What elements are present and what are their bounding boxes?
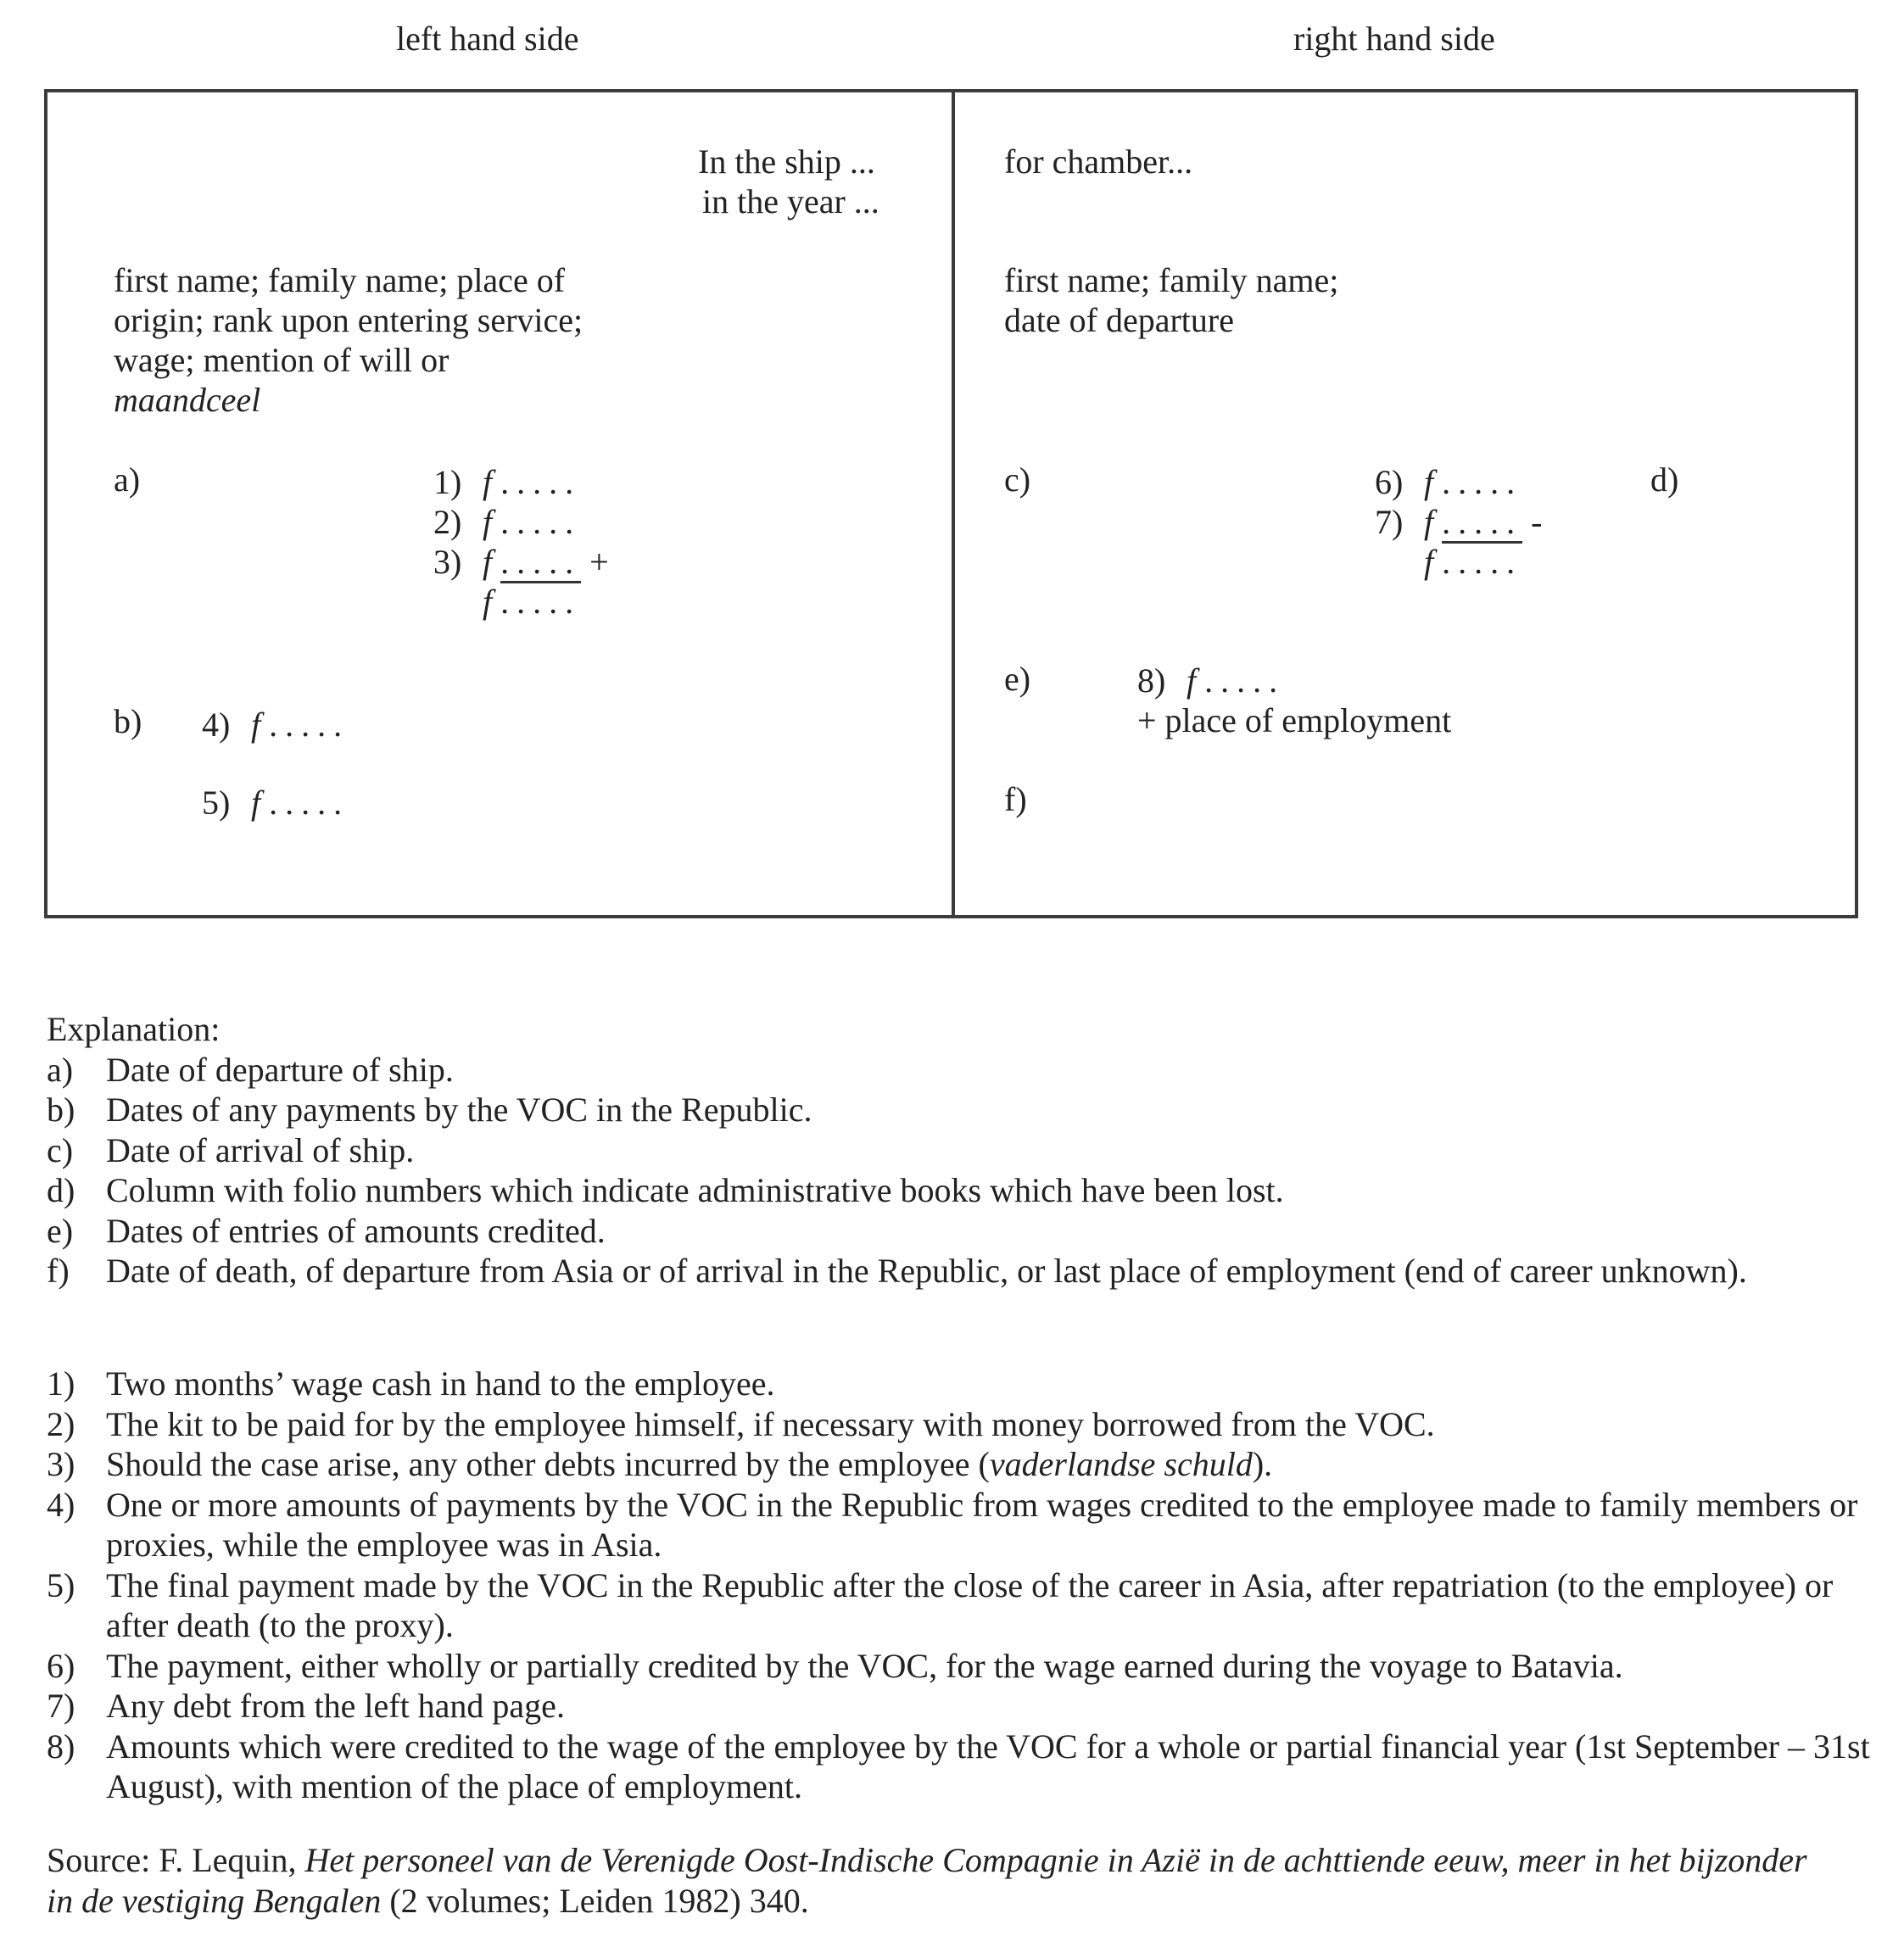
note-label: 4) [47, 1485, 75, 1524]
ship-line-2: in the year ... [702, 182, 879, 220]
numbered-notes-section [47, 1364, 1870, 1807]
item-text: Dates of entries of amounts credited. [106, 1211, 606, 1250]
item-text: Column with folio numbers which indicate administrative books which have been lost. [106, 1171, 1284, 1209]
note-3 [47, 1444, 1870, 1485]
note-text: Any debt from the left hand page. [106, 1687, 565, 1725]
payment-dots: ..... [269, 784, 350, 822]
florin-symbol: f [1187, 661, 1197, 700]
note-label: 3) [47, 1445, 75, 1483]
item-label: c) [47, 1130, 74, 1169]
amount-row-balance [1375, 542, 1522, 582]
source-prefix: Source: F. Lequin, [47, 1841, 305, 1879]
explanation-item-f [47, 1251, 1870, 1291]
note-label: 7) [47, 1687, 75, 1725]
source-suffix: (2 volumes; Leiden 1982) 340. [381, 1881, 809, 1920]
left-field-line: wage; mention of will or [114, 341, 449, 379]
amount-row-total [433, 582, 581, 622]
amount-dots: ..... [500, 503, 582, 541]
label-e: e) [1004, 660, 1031, 698]
payment-number: 5) [202, 784, 231, 822]
note-2 [47, 1404, 1870, 1445]
plus-operator: + [589, 543, 609, 581]
amount-row-2 [433, 502, 581, 542]
explanation-item-c [47, 1130, 1870, 1171]
amount-number: 3) [433, 543, 462, 581]
amount-dots-underlined: ..... [1442, 503, 1522, 544]
explanation-section [47, 1009, 1870, 1291]
amount-number: 2) [433, 503, 462, 541]
amount-number: 1) [433, 463, 462, 501]
payment-dots: ..... [269, 706, 350, 744]
left-field-line: origin; rank upon entering service; [114, 301, 583, 339]
florin-symbol: f [483, 583, 493, 621]
note-text: Amounts which were credited to the wage of the employee by the VOC for a whole or partial financial year (1st September – 31st August), with mention of the place of employment. [106, 1727, 1870, 1805]
note-5 [47, 1565, 1870, 1646]
label-f: f) [1004, 780, 1027, 818]
payment-row-4 [202, 705, 349, 745]
item-text: Date of arrival of ship. [106, 1130, 415, 1169]
florin-symbol: f [483, 543, 493, 581]
note-label: 8) [47, 1727, 75, 1766]
minus-operator: - [1531, 503, 1543, 541]
amount-dots: ..... [1442, 463, 1523, 501]
label-a: a) [114, 460, 141, 499]
explanation-item-a [47, 1050, 1870, 1091]
florin-symbol: f [1424, 503, 1434, 541]
note-text-italic: vaderlandse schuld [989, 1445, 1253, 1483]
label-d: d) [1650, 460, 1679, 499]
credit-row-8 [1137, 661, 1285, 700]
note-text [106, 1444, 1870, 1485]
label-c: c) [1004, 460, 1031, 499]
note-4 [47, 1485, 1870, 1565]
item-label: b) [47, 1091, 75, 1129]
amount-row-6 [1375, 462, 1522, 502]
note-text: One or more amounts of payments by the VOC in the Republic from wages credited to the employee made to family members or proxies, while the employee was in Asia. [106, 1485, 1858, 1564]
credit-number: 8) [1137, 661, 1166, 700]
item-text: Dates of any payments by the VOC in the Republic. [106, 1091, 812, 1129]
note-text: The final payment made by the VOC in the Republic after the close of the career in Asia, after repatriation (to the employee) or after death (to the proxy). [106, 1565, 1834, 1644]
item-label: e) [47, 1211, 74, 1250]
ship-line-1: In the ship ... [698, 142, 875, 181]
amount-dots: ..... [500, 463, 582, 501]
right-field-line: first name; family name; [1004, 261, 1339, 299]
source-citation [47, 1840, 1811, 1921]
note-text-main: Should the case arise, any other debts incurred by the employee ( [106, 1445, 990, 1483]
amount-number: 6) [1375, 463, 1404, 501]
florin-symbol: f [1424, 543, 1434, 581]
source-title: Het personeel van de Verenigde Oost-Indische Compagnie in Azië in de achttiende eeuw, meer in het bijzonder in de vestiging Bengalen [47, 1841, 1807, 1920]
florin-symbol: f [251, 706, 261, 744]
note-6 [47, 1646, 1870, 1687]
item-text: Date of departure of ship. [106, 1050, 454, 1089]
explanation-title: Explanation: [47, 1010, 221, 1048]
explanation-item-b [47, 1090, 1870, 1130]
florin-symbol: f [483, 503, 493, 541]
ledger-diagram [44, 89, 1858, 918]
amount-row-3 [433, 542, 609, 582]
label-b: b) [114, 702, 142, 740]
left-field-line: first name; family name; place of [114, 261, 566, 299]
amount-dots: ..... [1442, 543, 1523, 581]
note-text: The payment, either wholly or partially credited by the VOC, for the wage earned during the voyage to Batavia. [106, 1646, 1623, 1685]
amount-dots-underlined: ..... [500, 543, 581, 583]
amount-dots: ..... [500, 583, 582, 621]
credit-place-note: + place of employment [1137, 701, 1452, 739]
credit-dots: ..... [1204, 661, 1286, 700]
florin-symbol: f [1424, 463, 1434, 501]
note-text: Two months’ wage cash in hand to the employee. [106, 1364, 775, 1403]
left-hand-side-header: left hand side [396, 20, 579, 58]
note-label: 6) [47, 1646, 75, 1685]
chamber-line: for chamber... [1004, 142, 1193, 181]
item-text: Date of death, of departure from Asia or of arrival in the Republic, or last place of employment (end of career unknown). [106, 1252, 1747, 1290]
note-7 [47, 1686, 1870, 1727]
explanation-item-e [47, 1211, 1870, 1252]
item-label: a) [47, 1050, 74, 1089]
note-1 [47, 1364, 1870, 1404]
page-divider [952, 92, 955, 915]
note-label: 1) [47, 1364, 75, 1403]
right-field-line: date of departure [1004, 301, 1234, 339]
payment-row-5 [202, 783, 349, 823]
item-label: f) [47, 1252, 70, 1290]
amount-number: 7) [1375, 503, 1404, 541]
explanation-item-d [47, 1170, 1870, 1211]
note-label: 5) [47, 1565, 75, 1604]
item-label: d) [47, 1171, 75, 1209]
note-text-after: ). [1252, 1445, 1273, 1483]
note-8 [47, 1727, 1870, 1807]
note-label: 2) [47, 1404, 75, 1443]
amount-row-7 [1375, 502, 1542, 542]
florin-symbol: f [483, 463, 493, 501]
note-text: The kit to be paid for by the employee himself, if necessary with money borrowed from the VOC. [106, 1404, 1435, 1443]
amount-row-1 [433, 462, 581, 502]
florin-symbol: f [251, 784, 261, 822]
left-field-maandceel: maandceel [114, 381, 261, 419]
right-hand-side-header: right hand side [1293, 20, 1495, 58]
payment-number: 4) [202, 706, 231, 744]
